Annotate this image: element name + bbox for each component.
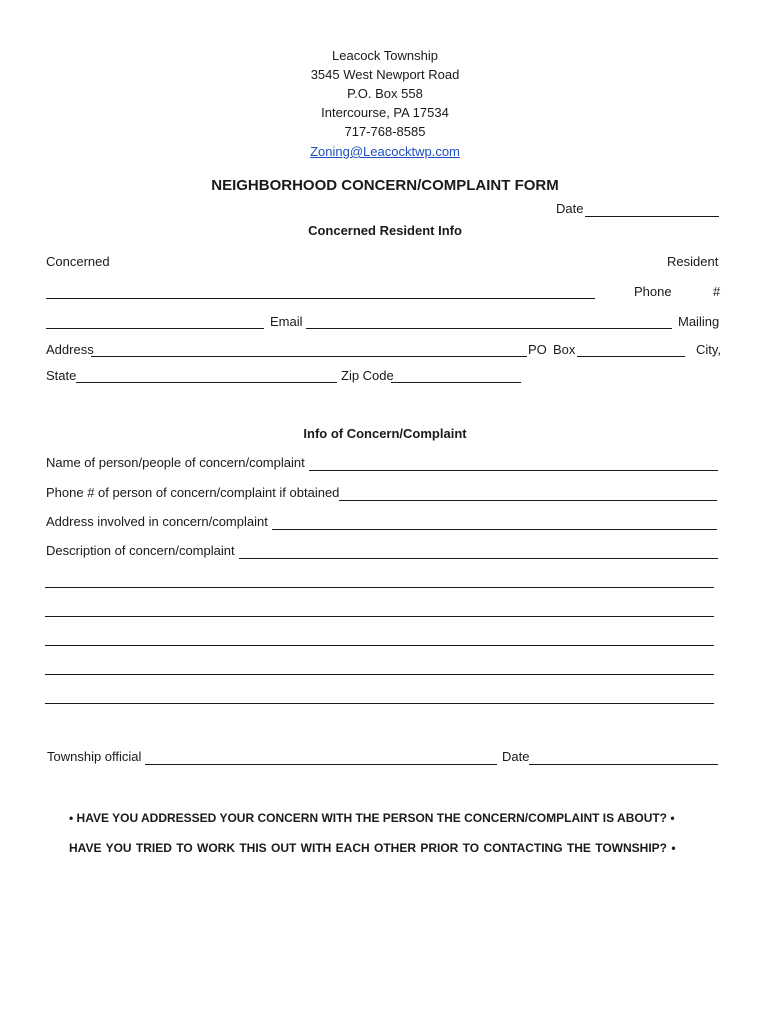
township-official-label: Township official — [47, 749, 142, 764]
concern-address-blank[interactable] — [272, 517, 717, 530]
official-date-label: Date — [502, 749, 530, 764]
concern-address-label: Address involved in concern/complaint — [46, 514, 268, 529]
resident-address-blank[interactable] — [91, 356, 527, 357]
box-label: Box — [553, 342, 576, 357]
official-date-field[interactable] — [502, 749, 718, 765]
address-label: Address — [46, 342, 94, 357]
resident-phone-blank[interactable] — [46, 328, 264, 329]
concern-description-blank[interactable] — [239, 546, 718, 559]
date-field[interactable] — [556, 201, 719, 217]
description-line[interactable] — [45, 645, 714, 646]
township-official-blank[interactable] — [145, 752, 497, 765]
concern-phone-field[interactable] — [46, 485, 717, 501]
concern-description-field[interactable] — [46, 543, 718, 559]
concern-name-field[interactable] — [46, 455, 718, 471]
concerned-label: Concerned — [46, 254, 110, 269]
township-email-link[interactable]: Zoning@Leacocktwp.com — [310, 144, 460, 159]
official-date-blank[interactable] — [529, 752, 718, 765]
resident-email-blank[interactable] — [306, 328, 672, 329]
resident-pobox-blank[interactable] — [577, 356, 685, 357]
resident-label: Resident — [667, 254, 719, 269]
phone-label: Phone — [634, 284, 672, 299]
date-label: Date — [556, 201, 584, 216]
concern-phone-label: Phone # of person of concern/complaint if obtained — [46, 485, 340, 500]
concern-address-field[interactable] — [46, 514, 717, 530]
concern-phone-blank[interactable] — [339, 488, 717, 501]
township-official-field[interactable] — [47, 749, 497, 765]
mailing-label: Mailing — [678, 314, 720, 329]
city-state-zip: Intercourse, PA 17534 — [321, 105, 449, 120]
po-label: PO — [528, 342, 547, 357]
resident-state-blank[interactable] — [76, 382, 337, 383]
resident-section-heading: Concerned Resident Info — [308, 223, 462, 238]
township-name: Leacock Township — [332, 48, 438, 63]
notice-line-1: • HAVE YOU ADDRESSED YOUR CONCERN WITH THE PERSON THE CONCERN/COMPLAINT IS ABOUT? • — [69, 811, 675, 825]
concern-name-blank[interactable] — [309, 458, 718, 471]
concern-description-label: Description of concern/complaint — [46, 543, 235, 558]
township-phone: 717-768-8585 — [344, 124, 426, 139]
description-line[interactable] — [45, 674, 714, 675]
street-address: 3545 West Newport Road — [310, 67, 460, 82]
city-label: City, — [696, 342, 722, 357]
description-line[interactable] — [45, 587, 714, 588]
state-label: State — [46, 368, 77, 383]
concern-name-label: Name of person/people of concern/complaint — [46, 455, 305, 470]
form-title: NEIGHBORHOOD CONCERN/COMPLAINT FORM — [211, 177, 559, 194]
email-label: Email — [270, 314, 303, 329]
resident-name-blank[interactable] — [46, 298, 595, 299]
phone-hash: # — [713, 284, 721, 299]
po-box: P.O. Box 558 — [347, 86, 423, 101]
date-blank[interactable] — [585, 204, 719, 217]
description-line[interactable] — [45, 616, 714, 617]
concern-section-heading: Info of Concern/Complaint — [303, 426, 467, 441]
resident-zip-blank[interactable] — [391, 382, 521, 383]
notice-line-2: HAVE YOU TRIED TO WORK THIS OUT WITH EACH OTHER PRIOR TO CONTACTING THE TOWNSHIP? • — [69, 841, 676, 855]
description-line[interactable] — [45, 703, 714, 704]
zip-label: Zip Code — [341, 368, 394, 383]
